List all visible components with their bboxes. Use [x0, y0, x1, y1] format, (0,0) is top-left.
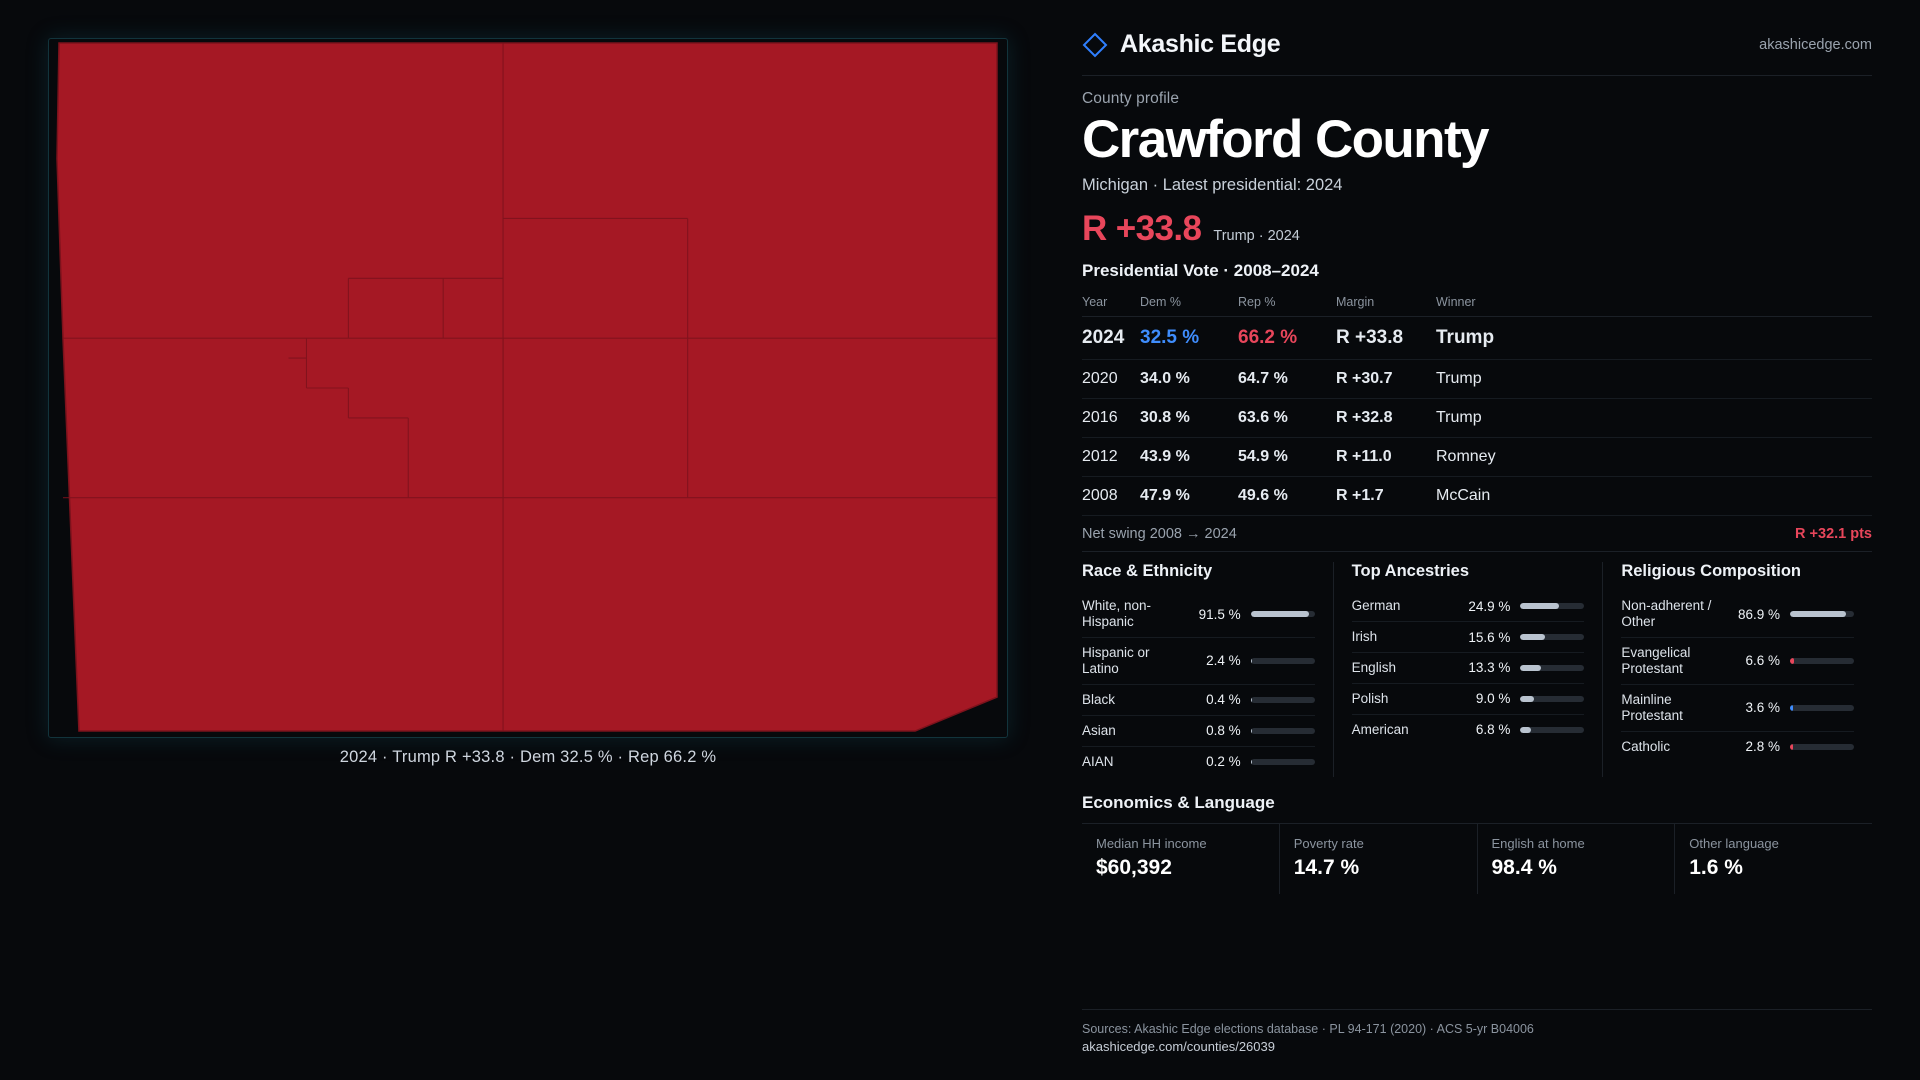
ancestry-value: 24.9 % — [1468, 598, 1511, 614]
list-item — [1621, 732, 1854, 762]
cell-winner: Trump — [1436, 317, 1872, 360]
diamond-logo-icon — [1082, 32, 1108, 58]
race-value: 2.4 % — [1206, 653, 1241, 669]
votes-section-title: Presidential Vote · 2008–2024 — [1082, 261, 1319, 281]
list-item — [1082, 638, 1315, 685]
brand-left — [1082, 30, 1280, 59]
list-item — [1082, 591, 1315, 638]
ancestry-column — [1333, 562, 1603, 776]
cell-rep: 54.9 % — [1238, 438, 1336, 477]
economics-value: $60,392 — [1096, 855, 1172, 879]
ancestry-bar — [1520, 603, 1584, 609]
race-column-title: Race & Ethnicity — [1082, 562, 1213, 581]
col-margin: Margin — [1336, 289, 1436, 317]
table-row[interactable] — [1082, 438, 1872, 477]
race-bar — [1251, 697, 1315, 703]
brand-bar — [1082, 30, 1872, 76]
ancestry-value: 9.0 % — [1475, 691, 1511, 707]
brand-site: akashicedge.com — [1759, 36, 1872, 53]
cell-winner: Trump — [1436, 399, 1872, 438]
ancestry-value: 6.8 % — [1475, 722, 1511, 738]
economics-cell — [1279, 824, 1477, 894]
economics-section-title: Economics & Language — [1082, 792, 1275, 812]
county-map-svg — [49, 39, 1007, 737]
list-item — [1621, 685, 1854, 732]
economics-value: 1.6 % — [1689, 855, 1743, 879]
headline-margin-sub: Trump · 2024 — [1213, 228, 1300, 245]
col-rep: Rep % — [1238, 289, 1336, 317]
race-value: 0.4 % — [1206, 692, 1241, 708]
race-bar — [1251, 611, 1315, 617]
religion-column — [1602, 562, 1872, 776]
list-item — [1082, 747, 1315, 777]
cell-year: 2008 — [1082, 477, 1140, 516]
religion-label: Evangelical Protestant — [1621, 645, 1691, 676]
race-column — [1082, 562, 1333, 776]
demographic-columns — [1082, 562, 1872, 776]
list-item — [1352, 653, 1585, 684]
page-kicker: County profile — [1082, 90, 1180, 107]
economics-label: Poverty rate — [1293, 835, 1364, 851]
religion-bar — [1790, 705, 1854, 711]
race-bar — [1251, 658, 1315, 664]
economics-label: Other language — [1689, 835, 1779, 851]
page-title: Crawford County — [1082, 110, 1488, 169]
religion-label: Catholic — [1621, 738, 1671, 754]
presidential-vote-table — [1082, 289, 1872, 516]
cell-dem: 43.9 % — [1140, 438, 1238, 477]
net-swing-row — [1082, 526, 1872, 552]
table-row[interactable] — [1082, 360, 1872, 399]
cell-dem: 32.5 % — [1140, 317, 1238, 360]
cell-margin: R +30.7 — [1336, 360, 1436, 399]
economics-cell — [1477, 824, 1675, 894]
race-bar — [1251, 759, 1315, 765]
list-item — [1621, 638, 1854, 685]
cell-winner: Trump — [1436, 360, 1872, 399]
economics-row — [1082, 823, 1872, 894]
col-winner: Winner — [1436, 289, 1872, 317]
ancestry-label: German — [1351, 598, 1401, 614]
religion-label: Non-adherent / Other — [1621, 598, 1712, 630]
table-row[interactable] — [1082, 399, 1872, 438]
table-row[interactable] — [1082, 317, 1872, 360]
race-value: 91.5 % — [1198, 606, 1241, 622]
economics-cell — [1674, 824, 1872, 894]
religion-label: Mainline Protestant — [1621, 691, 1683, 723]
ancestry-bar — [1520, 696, 1584, 702]
economics-value: 98.4 % — [1491, 855, 1557, 879]
cell-rep: 49.6 % — [1238, 477, 1336, 516]
county-shape — [57, 43, 997, 731]
religion-value: 2.8 % — [1745, 739, 1781, 755]
cell-year: 2016 — [1082, 399, 1140, 438]
ancestry-value: 15.6 % — [1468, 629, 1511, 645]
sources-block — [1082, 1009, 1872, 1054]
cell-dem: 47.9 % — [1140, 477, 1238, 516]
list-item — [1352, 684, 1585, 715]
economics-label: Median HH income — [1096, 835, 1207, 851]
cell-dem: 34.0 % — [1140, 360, 1238, 399]
cell-margin: R +11.0 — [1336, 438, 1436, 477]
cell-margin: R +33.8 — [1336, 317, 1436, 360]
list-item — [1352, 622, 1585, 653]
cell-rep: 66.2 % — [1238, 317, 1336, 360]
religion-bar — [1790, 658, 1854, 664]
brand-name: Akashic Edge — [1120, 30, 1281, 58]
race-value: 0.8 % — [1206, 723, 1241, 739]
map-caption: 2024 · Trump R +33.8 · Dem 32.5 % · Rep 66.2 % — [339, 748, 717, 766]
ancestry-label: American — [1351, 721, 1409, 737]
economics-value: 14.7 % — [1293, 855, 1360, 879]
ancestry-label: Irish — [1351, 629, 1378, 645]
list-item — [1352, 591, 1585, 622]
religion-bar — [1790, 611, 1854, 617]
ancestry-bar — [1520, 727, 1584, 733]
net-swing-label: Net swing 2008 → 2024 — [1082, 526, 1237, 543]
col-year: Year — [1082, 289, 1140, 317]
county-map-frame[interactable] — [48, 38, 1008, 738]
race-label: White, non-Hispanic — [1082, 598, 1152, 630]
headline-margin-value: R +33.8 — [1082, 209, 1202, 249]
table-header-row — [1082, 289, 1872, 317]
religion-column-title: Religious Composition — [1621, 562, 1802, 581]
cell-year: 2020 — [1082, 360, 1140, 399]
list-item — [1082, 716, 1315, 747]
religion-value: 6.6 % — [1745, 653, 1781, 669]
table-row[interactable] — [1082, 477, 1872, 516]
net-swing-value: R +32.1 pts — [1795, 526, 1872, 543]
religion-value: 86.9 % — [1737, 606, 1781, 622]
cell-winner: Romney — [1436, 438, 1872, 477]
economics-label: English at home — [1491, 835, 1585, 851]
cell-year: 2012 — [1082, 438, 1140, 477]
list-item — [1082, 685, 1315, 716]
race-bar — [1251, 728, 1315, 734]
source-url[interactable]: akashicedge.com/counties/26039 — [1082, 1039, 1275, 1054]
cell-rep: 63.6 % — [1238, 399, 1336, 438]
ancestry-label: English — [1351, 660, 1396, 676]
cell-rep: 64.7 % — [1238, 360, 1336, 399]
col-dem: Dem % — [1140, 289, 1238, 317]
ancestry-label: Polish — [1351, 690, 1389, 706]
cell-margin: R +32.8 — [1336, 399, 1436, 438]
race-label: Black — [1082, 691, 1116, 707]
list-item — [1352, 715, 1585, 745]
sources-line: Sources: Akashic Edge elections database · PL 94-171 (2020) · ACS 5-yr B04006 — [1082, 1022, 1534, 1037]
ancestry-bar — [1520, 634, 1584, 640]
detail-panel — [1040, 0, 1920, 1080]
cell-year: 2024 — [1082, 317, 1140, 360]
religion-bar — [1790, 744, 1854, 750]
ancestry-column-title: Top Ancestries — [1351, 562, 1470, 581]
headline-margin — [1082, 209, 1872, 249]
economics-cell — [1082, 824, 1279, 894]
ancestry-bar — [1520, 665, 1584, 671]
ancestry-value: 13.3 % — [1468, 660, 1511, 676]
state-and-latest-line: Michigan · Latest presidential: 2024 — [1082, 176, 1343, 195]
race-label: Asian — [1082, 722, 1116, 738]
cell-winner: McCain — [1436, 477, 1872, 516]
race-label: Hispanic or Latino — [1082, 645, 1150, 676]
list-item — [1621, 591, 1854, 638]
race-label: AIAN — [1082, 753, 1114, 769]
cell-margin: R +1.7 — [1336, 477, 1436, 516]
race-value: 0.2 % — [1206, 754, 1241, 770]
cell-dem: 30.8 % — [1140, 399, 1238, 438]
religion-value: 3.6 % — [1745, 700, 1781, 716]
